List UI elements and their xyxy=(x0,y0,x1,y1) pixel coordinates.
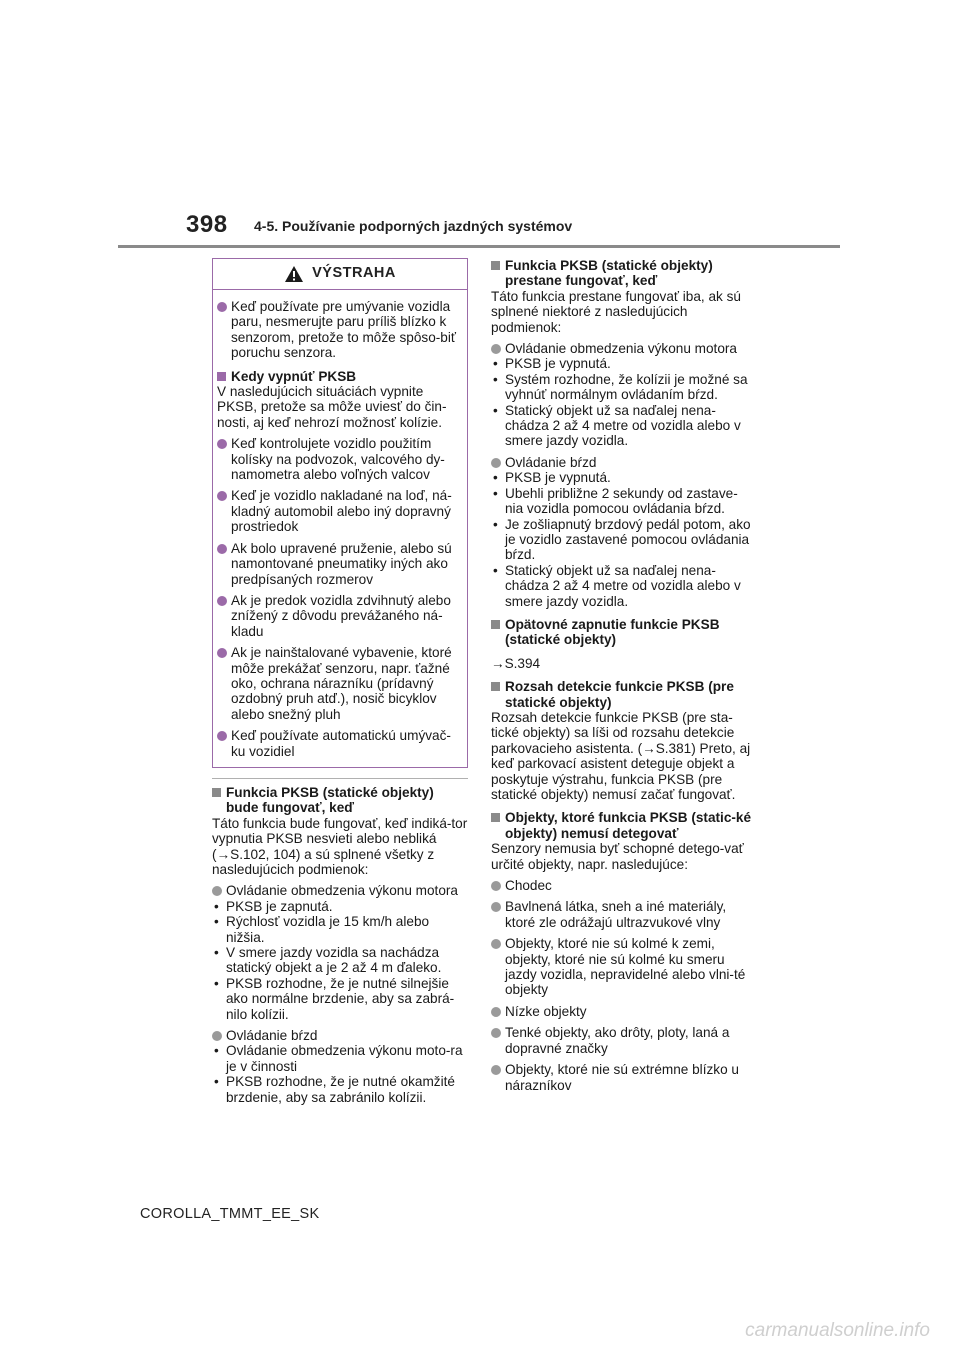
kedy-vypnut-text: V nasledujúcich situáciách vypnite PKSB, pretože sa môže uviesť do čin-nosti, aj keď nehrozí možnosť kolízie. xyxy=(217,384,447,430)
bullet-brake-control: Ovládanie bŕzd xyxy=(212,1028,468,1043)
sub-item: • PKSB je zapnutá. xyxy=(212,899,468,914)
watermark: carmanualsonline.info xyxy=(745,1320,930,1341)
undetected-intro: Senzory nemusia byť schopné detego-vať určité objekty, napr. nasledujúce: xyxy=(491,841,744,872)
bullet-engine-limit: Ovládanie obmedzenia výkonu motora xyxy=(212,883,468,898)
object-bullet: Objekty, ktoré nie sú extrémne blízko u nárazníkov xyxy=(491,1062,753,1093)
warning-bullet: Ak bolo upravené pruženie, alebo sú namontované pneumatiky iných ako predpísaných rozmerov xyxy=(217,541,463,587)
section-intro: Táto funkcia bude fungovať, keď indiká-tor vypnutia PKSB nesvieti alebo nebliká (→S.102, 104) a sú splnené všetky z nasledujúcich podmienok: xyxy=(212,815,468,877)
section-intro: Táto funkcia prestane fungovať iba, ak sú splnené niektoré z nasledujúcich podmienok: xyxy=(491,288,741,335)
object-bullet: Bavlnená látka, sneh a iné materiály, ktoré zle odrážajú ultrazvukové vlny xyxy=(491,899,753,930)
sub-item: • V smere jazdy vozidla sa nachádza statický objekt a je 2 až 4 m ďaleko. xyxy=(212,945,468,976)
warning-bullet: Keď používate automatickú umývač-ku vozidiel xyxy=(217,728,463,759)
warning-triangle-icon xyxy=(284,265,304,283)
sub-item: • PKSB rozhodne, že je nutné okamžité brzdenie, aby sa zabránilo kolízii. xyxy=(212,1074,468,1105)
warning-title: VÝSTRAHA xyxy=(312,265,396,282)
detection-range-text: Rozsah detekcie funkcie PKSB (pre sta-tické objekty) sa líši od rozsahu detekcie parkovacieho asistenta. (→S.381) Preto, aj keď parkovací asistent deteguje objekt a poskytuje výstrahu, funkcia PKSB (pre statické objekty) nemusí začať fungovať. xyxy=(491,709,751,802)
sub-item: • PKSB rozhodne, že je nutné silnejšie ako normálne brzdenie, aby sa zabrá-nilo kolízii. xyxy=(212,976,468,1022)
warning-bullet: Ak je nainštalované vybavenie, ktoré môže prekážať senzoru, napr. ťažné oko, ochrana nárazníku (prídavný ozdobný pruh atď.), nosič bicyklov alebo snežný pluh xyxy=(217,645,463,722)
warning-bullet: Ak je predok vozidla zdvihnutý alebo znížený z dôvodu prevážaného ná-kladu xyxy=(217,593,463,639)
sub-item: • PKSB je vypnutá. xyxy=(491,470,753,485)
right-column xyxy=(491,258,753,1093)
section-heading-detection-range: Rozsah detekcie funkcie PKSB (pre statické objekty) xyxy=(491,679,753,710)
page-reference-link[interactable]: →S.394 xyxy=(491,655,541,671)
sub-item: • Rýchlosť vozidla je 15 km/h alebo nižšia. xyxy=(212,914,468,945)
warning-header xyxy=(213,259,467,290)
header-rule xyxy=(118,245,840,248)
object-bullet: Tenké objekty, ako drôty, ploty, laná a dopravné značky xyxy=(491,1025,753,1056)
warning-bullet: Keď je vozidlo nakladané na loď, ná-kladný automobil alebo iný dopravný prostriedok xyxy=(217,488,463,534)
chapter-title: 4-5. Používanie podporných jazdných systémov xyxy=(254,218,573,234)
warning-body xyxy=(213,290,467,759)
sub-item: • Statický objekt už sa naďalej nena-chádza 2 až 4 metre od vozidla alebo v smere jazdy vozidla. xyxy=(491,403,753,449)
bullet-brake-control: Ovládanie bŕzd xyxy=(491,455,753,470)
document-code: COROLLA_TMMT_EE_SK xyxy=(140,1206,320,1222)
section-heading-reenable: Opätovné zapnutie funkcie PKSB (statické objekty) xyxy=(491,617,753,648)
section-divider xyxy=(212,778,468,779)
sub-item: • Ubehli približne 2 sekundy od zastave-nia vozidla pomocou ovládania bŕzd. xyxy=(491,486,753,517)
object-bullet: Objekty, ktoré nie sú kolmé k zemi, objekty, ktoré nie sú kolmé ku smeru jazdy vozidla, nepravidelné alebo vlni-té objekty xyxy=(491,936,753,998)
kedy-vypnut-heading: Kedy vypnúť PKSB xyxy=(217,369,463,384)
sub-item: • PKSB je vypnutá. xyxy=(491,356,753,371)
section-heading-function-works: Funkcia PKSB (statické objekty) bude fungovať, keď xyxy=(212,785,468,816)
warning-bullet: Keď kontrolujete vozidlo použitím kolísky na podvozok, valcového dy-namometra alebo voľných valcov xyxy=(217,436,463,482)
left-column xyxy=(212,258,468,1105)
sub-item: • Statický objekt už sa naďalej nena-chádza 2 až 4 metre od vozidla alebo v smere jazdy vozidla. xyxy=(491,563,753,609)
page-number: 398 xyxy=(186,211,228,238)
section-heading-function-stops: Funkcia PKSB (statické objekty) prestane fungovať, keď xyxy=(491,258,753,289)
sub-item: • Je zošliapnutý brzdový pedál potom, ako je vozidlo zastavené pomocou ovládania bŕzd. xyxy=(491,517,753,563)
object-bullet: Chodec xyxy=(491,878,753,893)
sub-item: • Systém rozhodne, že kolízii je možné sa vyhnúť normálnym ovládaním bŕzd. xyxy=(491,372,753,403)
section-heading-undetected-objects: Objekty, ktoré funkcia PKSB (static-ké objekty) nemusí detegovať xyxy=(491,810,753,841)
sub-item: • Ovládanie obmedzenia výkonu moto-ra je v činnosti xyxy=(212,1043,468,1074)
object-bullet: Nízke objekty xyxy=(491,1004,753,1019)
warning-bullet-steam: Keď používate pre umývanie vozidla paru, nesmerujte paru príliš blízko k senzorom, pretože to môže spôso-biť poruchu senzora. xyxy=(217,299,463,361)
bullet-engine-limit: Ovládanie obmedzenia výkonu motora xyxy=(491,341,753,356)
warning-box xyxy=(212,258,468,768)
